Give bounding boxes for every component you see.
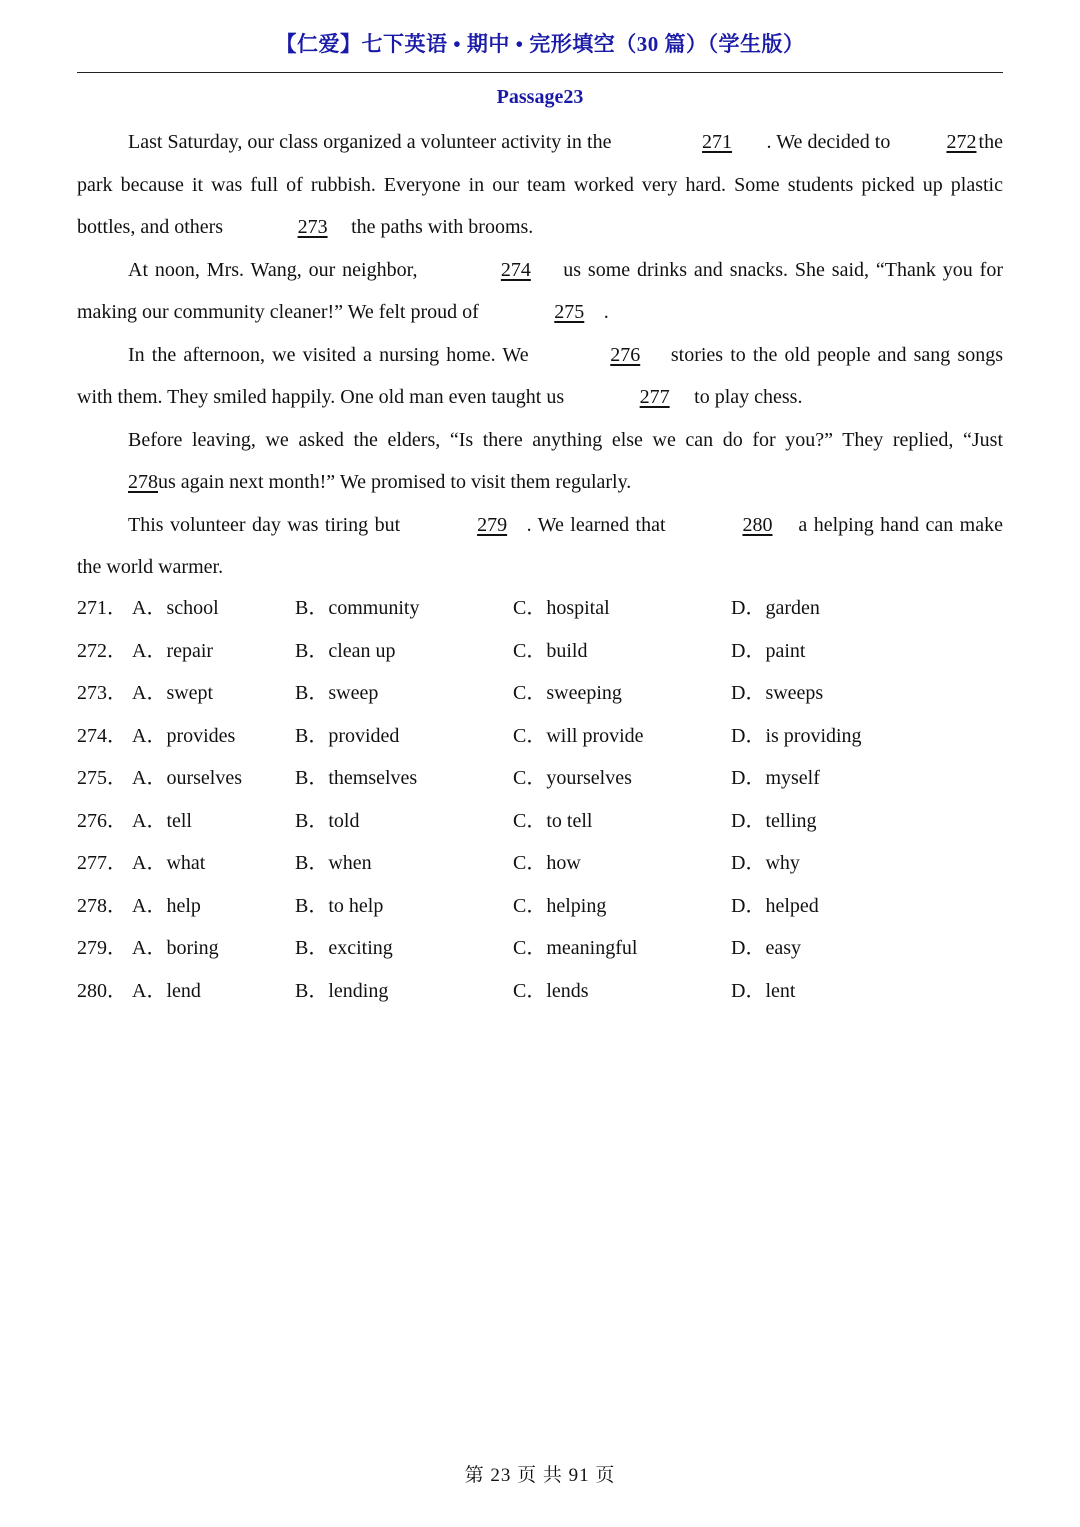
option-a: A．school — [132, 597, 219, 619]
option-d: D．helped — [731, 894, 819, 917]
text: us some drinks and snacks. She said, “Thank you for making our community cleaner!” We felt proud of — [77, 258, 1003, 323]
question-number: 275． — [77, 767, 127, 789]
question-number: 278． — [77, 894, 127, 917]
question-number: 273． — [77, 682, 127, 704]
question-number: 279． — [77, 937, 127, 959]
option-b: B．sweep — [295, 682, 379, 704]
option-a: A．lend — [132, 979, 201, 1002]
option-c: C．sweeping — [513, 682, 622, 704]
option-b: B．exciting — [295, 937, 393, 959]
question-row — [77, 715, 1003, 758]
option-d: D．paint — [731, 639, 806, 662]
option-a: A．help — [132, 894, 201, 917]
question-number: 272． — [77, 639, 127, 662]
question-number: 277． — [77, 852, 127, 874]
option-b: B．when — [295, 852, 372, 874]
option-b: B．community — [295, 597, 420, 619]
blank-279: 279 — [477, 513, 508, 536]
option-d: D．telling — [731, 809, 817, 832]
option-d: D．sweeps — [731, 682, 824, 704]
option-a: A．ourselves — [132, 767, 242, 789]
question-row — [77, 757, 1003, 800]
header-divider — [77, 72, 1003, 73]
question-row — [77, 672, 1003, 715]
option-d: D．why — [731, 852, 800, 874]
text: the paths with brooms. — [346, 216, 534, 238]
text: At noon, Mrs. Wang, our neighbor, — [128, 258, 425, 281]
question-row — [77, 587, 1003, 630]
paragraph-5 — [77, 504, 1003, 589]
blank-277: 277 — [639, 386, 670, 408]
text: stories to the old people and sang songs with them. They smiled happily. One old man even taught us — [77, 343, 1003, 408]
blank-278: 278 — [128, 471, 158, 493]
question-number: 271． — [77, 597, 127, 619]
option-a: A．boring — [132, 937, 219, 959]
option-b: B．themselves — [295, 767, 418, 789]
option-c: C．will provide — [513, 724, 644, 747]
question-row — [77, 842, 1003, 885]
option-b: B．clean up — [295, 639, 396, 662]
document-header: 【仁爱】七下英语 • 期中 • 完形填空（30 篇）（学生版） — [275, 32, 805, 56]
option-a: A．swept — [132, 682, 214, 704]
text: . — [603, 301, 609, 323]
text: In the afternoon, we visited a nursing home. We — [128, 343, 536, 366]
option-b: B．told — [295, 809, 360, 832]
question-row — [77, 885, 1003, 928]
question-number: 276． — [77, 809, 127, 832]
question-row — [77, 927, 1003, 970]
question-number: 280． — [77, 979, 127, 1002]
blank-274: 274 — [500, 258, 531, 281]
question-number: 274． — [77, 724, 127, 747]
question-row — [77, 800, 1003, 843]
paragraph-4 — [77, 419, 1003, 504]
blank-275: 275 — [554, 301, 585, 323]
text: to play chess. — [689, 386, 803, 408]
text: . We learned that — [526, 513, 672, 536]
paragraph-1 — [77, 121, 1003, 249]
option-d: D．is providing — [731, 724, 862, 747]
option-a: A．what — [132, 852, 206, 874]
text: . We decided to — [766, 131, 896, 153]
question-row — [77, 630, 1003, 673]
passage-body — [77, 121, 1003, 589]
option-d: D．garden — [731, 597, 820, 619]
option-a: A．tell — [132, 809, 192, 832]
text: This volunteer day was tiring but — [128, 513, 407, 536]
blank-276: 276 — [610, 343, 641, 366]
text: a helping hand can make the world warmer. — [77, 513, 1003, 578]
page-footer: 第 23 页 共 91 页 — [464, 1465, 616, 1486]
option-a: A．repair — [132, 639, 214, 662]
paragraph-3 — [77, 334, 1003, 419]
option-c: C．how — [513, 852, 581, 874]
text: Last Saturday, our class organized a volunteer activity in the — [128, 131, 617, 153]
text: Before leaving, we asked the elders, “Is there anything else we can do for you?” They replied, “Just — [128, 428, 1003, 451]
option-d: D．myself — [731, 767, 820, 789]
question-row — [77, 970, 1003, 1013]
option-b: B．provided — [295, 724, 400, 747]
blank-271: 271 — [702, 131, 733, 153]
option-c: C．meaningful — [513, 937, 638, 959]
option-c: C．helping — [513, 894, 607, 917]
paragraph-2 — [77, 249, 1003, 334]
blank-272: 272 — [946, 131, 977, 153]
option-c: C．yourselves — [513, 767, 632, 789]
option-c: C．build — [513, 639, 588, 662]
option-a: A．provides — [132, 724, 236, 747]
text: the park because it was full of rubbish. Everyone in our team worked very hard. Some students picked up plastic bottles, and others — [77, 131, 1003, 238]
passage-title: Passage23 — [496, 86, 584, 108]
option-b: B．lending — [295, 979, 389, 1002]
option-d: D．easy — [731, 937, 801, 959]
option-b: B．to help — [295, 894, 384, 917]
option-c: C．hospital — [513, 597, 610, 619]
text: us again next month!” We promised to visit them regularly. — [153, 471, 632, 493]
option-c: C．to tell — [513, 809, 593, 832]
blank-273: 273 — [297, 216, 328, 238]
question-options — [77, 587, 1003, 1012]
blank-280: 280 — [742, 513, 773, 536]
option-d: D．lent — [731, 979, 796, 1002]
option-c: C．lends — [513, 979, 589, 1002]
